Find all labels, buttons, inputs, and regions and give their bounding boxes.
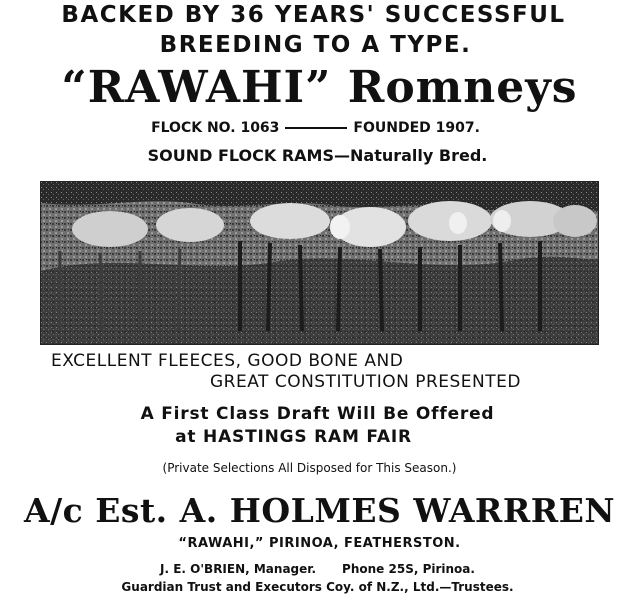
sheep-photo-image	[40, 181, 599, 345]
station-address: “RAWAHI,” PIRINOA, FEATHERSTON.	[178, 536, 461, 551]
headline-line-1: BACKED BY 36 YEARS' SUCCESSFUL	[61, 2, 566, 28]
manager-line	[0, 563, 639, 575]
manager-phone: Phone 25S, Pirinoa.	[342, 562, 475, 576]
founded-year: FOUNDED 1907.	[353, 120, 480, 136]
flock-number: FLOCK NO. 1063	[151, 120, 280, 136]
brand-title: “RAWAHI” Romneys	[61, 62, 578, 113]
headline-line-2: BREEDING TO A TYPE.	[159, 32, 472, 58]
owner-name: A/c Est. A. HOLMES WARRREN	[23, 491, 616, 530]
trustees-line: Guardian Trust and Executors Coy. of N.Z., Ltd.—Trustees.	[121, 580, 514, 594]
draft-line-1: A First Class Draft Will Be Offered	[140, 404, 495, 424]
private-selections-note: (Private Selections All Disposed for This Season.)	[162, 461, 457, 475]
fleeces-line-2: GREAT CONSTITUTION PRESENTED	[210, 372, 521, 392]
sheep-photograph	[40, 181, 599, 345]
flock-line	[0, 121, 637, 135]
sound-flock-line: SOUND FLOCK RAMS—Naturally Bred.	[147, 146, 488, 165]
flock-rule	[285, 127, 347, 129]
manager-name: J. E. O'BRIEN, Manager.	[160, 562, 317, 576]
draft-line-2: at HASTINGS RAM FAIR	[175, 427, 412, 447]
fleeces-line-1: EXCELLENT FLEECES, GOOD BONE AND	[51, 351, 404, 371]
